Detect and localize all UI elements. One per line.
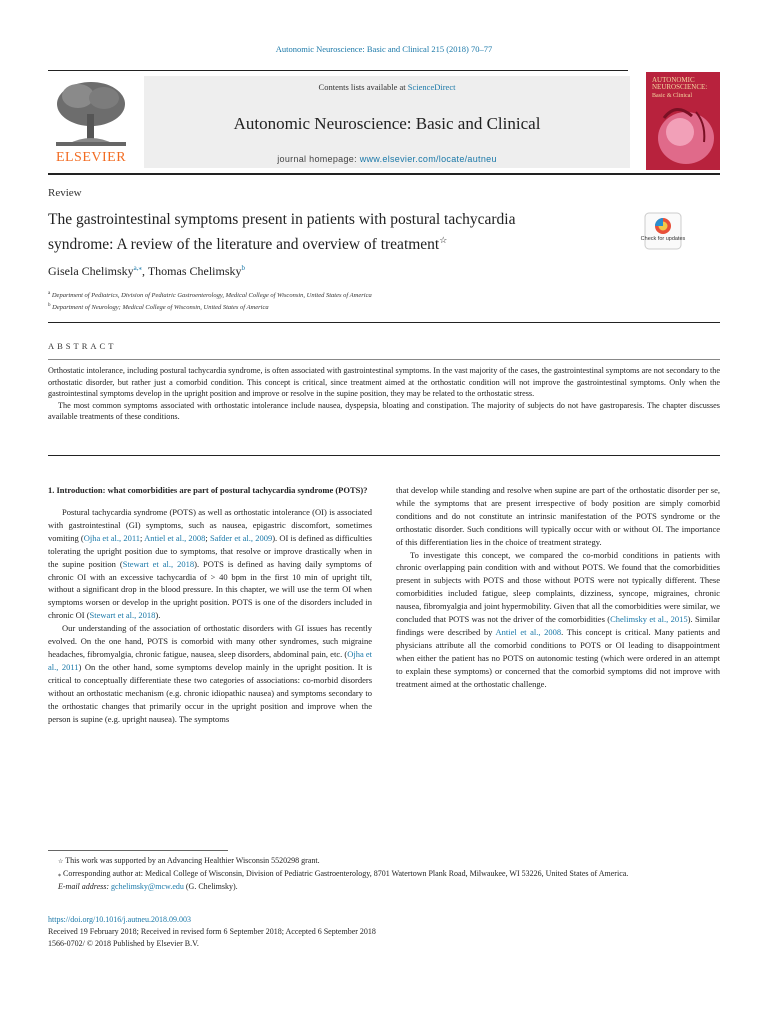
corresponding-text: Corresponding author at: Medical College of Wisconsin, Division of Pediatric Gastroenterology, 8701 Watertown Plank Road, Milwaukee, WI 53226, United States of America. (61, 869, 629, 878)
text-span: Our understanding of the association of orthostatic disorders with GI issues has recently evolved. On the one hand, POTS is comorbid with many other syndromes, such migraine headaches, fibromyalgia, chronic fatigue, nausea, sleep disorders, abdominal pain, etc. ( (48, 623, 372, 659)
text-span: Postural tachycardia syndrome (POTS) as well as orthostatic intolerance (OI) is associated with gastrointestinal (GI) symptoms, such as nausea, epigastric discomfort, sometimes vomiting ( (48, 507, 372, 543)
author-separator: , (142, 264, 148, 278)
right-paragraph-1: that develop while standing and resolve when supine are part of the orthostatic disorder per se, while the symptoms that are present irrespective of body position are simply comorbid conditions and do not constitute an intrinsic manifestation of the POTS syndrome or the orthostatic disorder. Such conditions will typically occur with or without OI. The importance of this differentiation lies in the choice of treatment strategy. (396, 485, 720, 547)
funding-mark: ☆ (58, 859, 64, 865)
citation-link[interactable]: Ojha et al., 2011 (48, 648, 372, 672)
doi-link[interactable]: https://doi.org/10.1016/j.autneu.2018.09.003 (48, 915, 191, 924)
title-line-2-text: syndrome: A review of the literature and overview of treatment (48, 236, 440, 254)
abstract-paragraph-2: The most common symptoms associated with orthostatic intolerance include nausea, dyspepsia, bloating and constipation. The majority of subjects do not have gastroparesis. The chapter discusses available treatments of these conditions. (48, 400, 720, 422)
contents-prefix: Contents lists available at (318, 82, 408, 92)
author-1-marks[interactable]: a,⁎ (133, 264, 143, 272)
journal-cover-thumbnail[interactable] (646, 72, 720, 170)
check-for-updates-label[interactable]: Check for updates (640, 236, 686, 242)
article-metadata (48, 914, 376, 950)
title-line-2 (48, 230, 640, 255)
introduction-heading: 1. Introduction: what comorbidities are part of postural tachycardia syndrome (POTS)? (48, 485, 368, 495)
citation-link[interactable]: Stewart et al., 2018 (89, 610, 156, 621)
homepage-label: journal homepage: (277, 154, 360, 164)
footnotes (48, 855, 720, 893)
abstract-paragraph-1: Orthostatic intolerance, including postural tachycardia syndrome, is often associated with gastrointestinal symptoms. In the vast majority of the cases, the gastrointestinal symptoms are not secondary to the orthostatic disorder, but rather just a comorbid condition. This concept is critical, since treatment aimed at the orthostatic condition will not improve the gastrointestinal symptoms. Only when the gastrointestinal symptoms develop in the upright position and improve or resolve in the supine position, they may be related to the orthostatic stress. (48, 366, 720, 399)
journal-title: Autonomic Neuroscience: Basic and Clinical (233, 114, 541, 133)
text-span: ). POTS is defined as having daily symptoms of chronic OI with an excessive tachycardia of > 40 bpm in the first 10 min of upright tilt, without a significant drop in the blood pressure. In this chapter, we will use the term OI when symptoms worsen or develop in the upright position. POTS is one of the disorders included in chronic OI ( (48, 558, 372, 621)
journal-banner (144, 76, 630, 168)
affiliation-b (48, 301, 372, 313)
article-title (48, 210, 640, 255)
intro-paragraph-1 (48, 506, 372, 622)
abstract-top-rule (48, 359, 720, 360)
right-column (396, 484, 720, 691)
abstract-bottom-rule (48, 455, 720, 456)
cover-subtitle: Basic & Clinical (652, 93, 692, 99)
text-span: ). OI is defined as difficulties tolerating the upright position due to symptoms, that resolve or improve drastically when in the supine position ( (48, 532, 372, 569)
email-label: E-mail address: (58, 882, 112, 891)
footnote-email (48, 881, 720, 893)
affiliations (48, 289, 372, 313)
text-span: ) On the other hand, some symptoms develop mainly in the upright position. It is critical to conceptually differentiate these two categories of associations: co-morbid disorders without an orthostatic mechanism (e.g. chronic idiopathic nausea) and symptoms secondary to the orthostatic changes that primarily occur in the upright position and improve when the person is supine (e.g. upright nausea). The symptoms (48, 661, 372, 724)
abstract-body (48, 365, 720, 423)
journal-header (48, 72, 720, 172)
copyright-line: 1566-0702/ © 2018 Published by Elsevier B.V. (48, 939, 199, 948)
text-span: ). Similar findings were described by (396, 614, 720, 637)
footnote-rule (48, 850, 228, 851)
intro-paragraph-2 (48, 622, 372, 725)
text-span: ; (140, 532, 145, 543)
abstract-heading: ABSTRACT (48, 341, 117, 351)
citation-link[interactable]: Chelimsky et al., 2015 (610, 614, 688, 625)
email-suffix: (G. Chelimsky). (183, 882, 238, 891)
affiliation-a (48, 289, 372, 301)
text-span: . This concept is critical. Many patients and physicians attribute all the comorbid conditions to POTS or OI leading to disappointment when either the patient has no POTS on autonomic testing (which were ordered in an attempt to explain these symptoms) or concerned that the comorbid symptoms did not improve with treatment aimed at the orthostatic challenge. (396, 626, 720, 689)
author-list (48, 264, 245, 279)
sciencedirect-link[interactable]: ScienceDirect (407, 82, 456, 92)
right-paragraph-2 (396, 549, 720, 691)
author-1[interactable]: Gisela Chelimsky (48, 264, 134, 278)
affiliation-a-mark: a (48, 291, 51, 296)
journal-reference[interactable]: Autonomic Neuroscience: Basic and Clinical 215 (2018) 70–77 (275, 44, 493, 54)
cover-title-line-2: NEUROSCIENCE: (652, 83, 708, 91)
footnote-corresponding (48, 868, 720, 881)
left-column (48, 484, 372, 725)
author-2[interactable]: Thomas Chelimsky (147, 264, 242, 278)
check-for-updates-icon[interactable] (644, 212, 682, 250)
affiliation-rule (48, 322, 720, 323)
author-2-mark[interactable]: b (241, 264, 245, 272)
contents-line (144, 82, 630, 92)
text-span: ). (155, 610, 161, 621)
article-type: Review (48, 187, 82, 199)
cover-title (652, 77, 707, 91)
funding-text: This work was supported by an Advancing Healthier Wisconsin 5520298 grant. (63, 856, 320, 865)
citation-link[interactable]: Antiel et al., 2008 (144, 532, 206, 543)
email-link[interactable]: gchelimsky@mcw.edu (111, 882, 184, 891)
citation-link[interactable]: Antiel et al., 2008 (495, 626, 562, 637)
received-dates: Received 19 February 2018; Received in revised form 6 September 2018; Accepted 6 September 2018 (48, 927, 376, 936)
header-bottom-rule (48, 173, 720, 175)
citation-link[interactable]: Ojha et al., 2011 (83, 532, 140, 543)
text-span: ; (205, 532, 210, 543)
affiliation-a-text: Department of Pediatrics, Division of Pediatric Gastroenterology, Medical College of Wisconsin, United States of America (51, 292, 372, 300)
homepage-link[interactable]: www.elsevier.com/locate/autneu (359, 154, 497, 164)
journal-homepage (144, 154, 630, 164)
affiliation-b-text: Department of Neurology; Medical College of Wisconsin, United States of America (52, 304, 269, 312)
cover-title-line-1: AUTONOMIC (652, 76, 695, 84)
header-top-rule (48, 70, 628, 71)
elsevier-wordmark: ELSEVIER (55, 150, 127, 165)
text-span: To investigate this concept, we compared the co-morbid conditions in patients with chronic overlapping pain condition with and without POTS. We found that the comorbidities present in subjects with POTS and those without POTS were not typically different. These comorbidities included fatigue, sleep complaints, dizziness, syncope, migraines, chronic nausea, fibromyalgia and joint hypermobility. Given that all the comorbidities were similar, we concluded that POTS was not the driver of the comorbidities ( (396, 549, 720, 625)
title-line-1: The gastrointestinal symptoms present in patients with postural tachycardia (48, 211, 516, 228)
affiliation-b-mark: b (48, 303, 51, 309)
title-footnote-mark[interactable]: ☆ (439, 235, 448, 245)
corresponding-mark: ⁎ (58, 872, 61, 878)
footnote-funding (48, 855, 720, 868)
citation-link[interactable]: Safder et al., 2009 (209, 532, 273, 543)
citation-link[interactable]: Stewart et al., 2018 (122, 558, 195, 569)
